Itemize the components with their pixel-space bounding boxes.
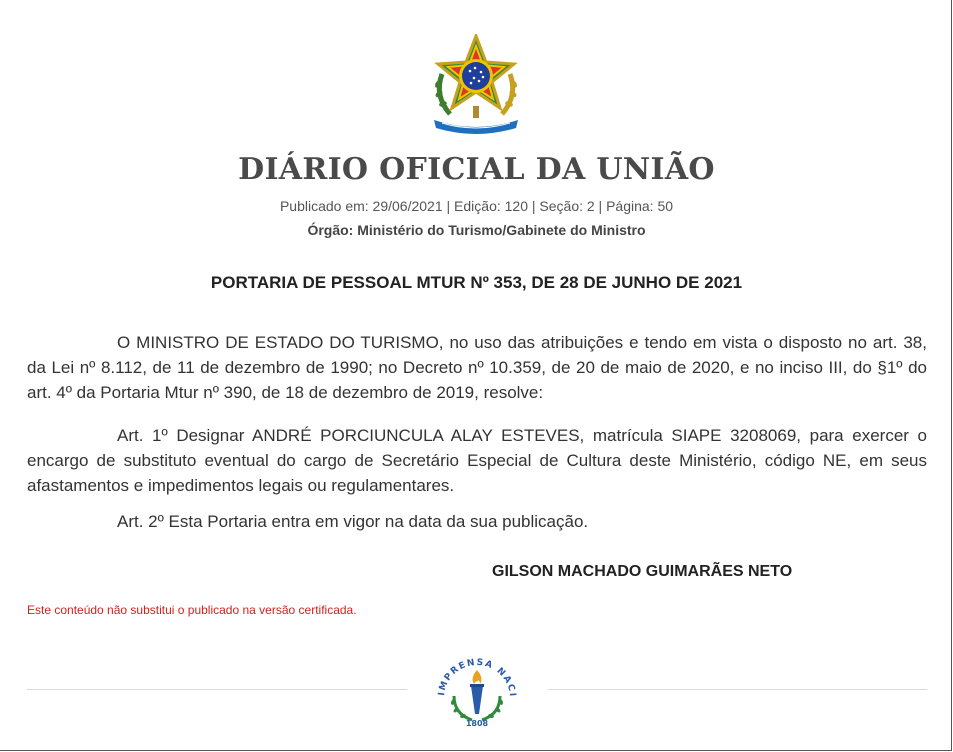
disclaimer-text: Este conteúdo não substitui o publicado na versão certificada. [27,603,357,617]
orgao-label: Órgão: Ministério do Turismo/Gabinete do Ministro [307,222,646,238]
imprensa-nacional-torch-icon [432,646,522,728]
signer-name: GILSON MACHADO GUIMARÃES NETO [492,563,793,580]
footer-divider-left [27,689,407,690]
publication-info: Publicado em: 29/06/2021 | Edição: 120 | Seção: 2 | Página: 50 [279,198,674,214]
imprensa-nacional-logo [432,646,522,728]
brazil-coat-of-arms-icon [428,34,524,134]
document-body [27,330,927,534]
logo-arc-text: IMPRENSA NACI [437,657,518,699]
paragraph-preamble: O MINISTRO DE ESTADO DO TURISMO, no uso das atribuições e tendo em vista o disposto no art. 38, da Lei nº 8.112, de 11 de dezembro de 1990; no Decreto nº 10.359, de 20 de maio de 2020, e no inciso III, do §1º do art. 4º da Portaria Mtur nº 390, de 18 de dezembro de 2019, resolve: [27,333,927,402]
paragraph-art2: Art. 2º Esta Portaria entra em vigor na data da sua publicação. [117,512,589,531]
logo-year: 1808 [465,719,489,728]
footer-divider-right [548,689,927,690]
portaria-title: PORTARIA DE PESSOAL MTUR Nº 353, DE 28 DE JUNHO DE 2021 [210,273,743,292]
paragraph-art1: Art. 1º Designar ANDRÉ PORCIUNCULA ALAY ESTEVES, matrícula SIAPE 3208069, para exercer o encargo de substituto eventual do cargo de Secretário Especial de Cultura deste Ministério, código NE, em seus afastamentos e impedimentos legais ou regulamentares. [27,426,927,495]
newspaper-title: DIÁRIO OFICIAL DA UNIÃO [238,152,715,187]
